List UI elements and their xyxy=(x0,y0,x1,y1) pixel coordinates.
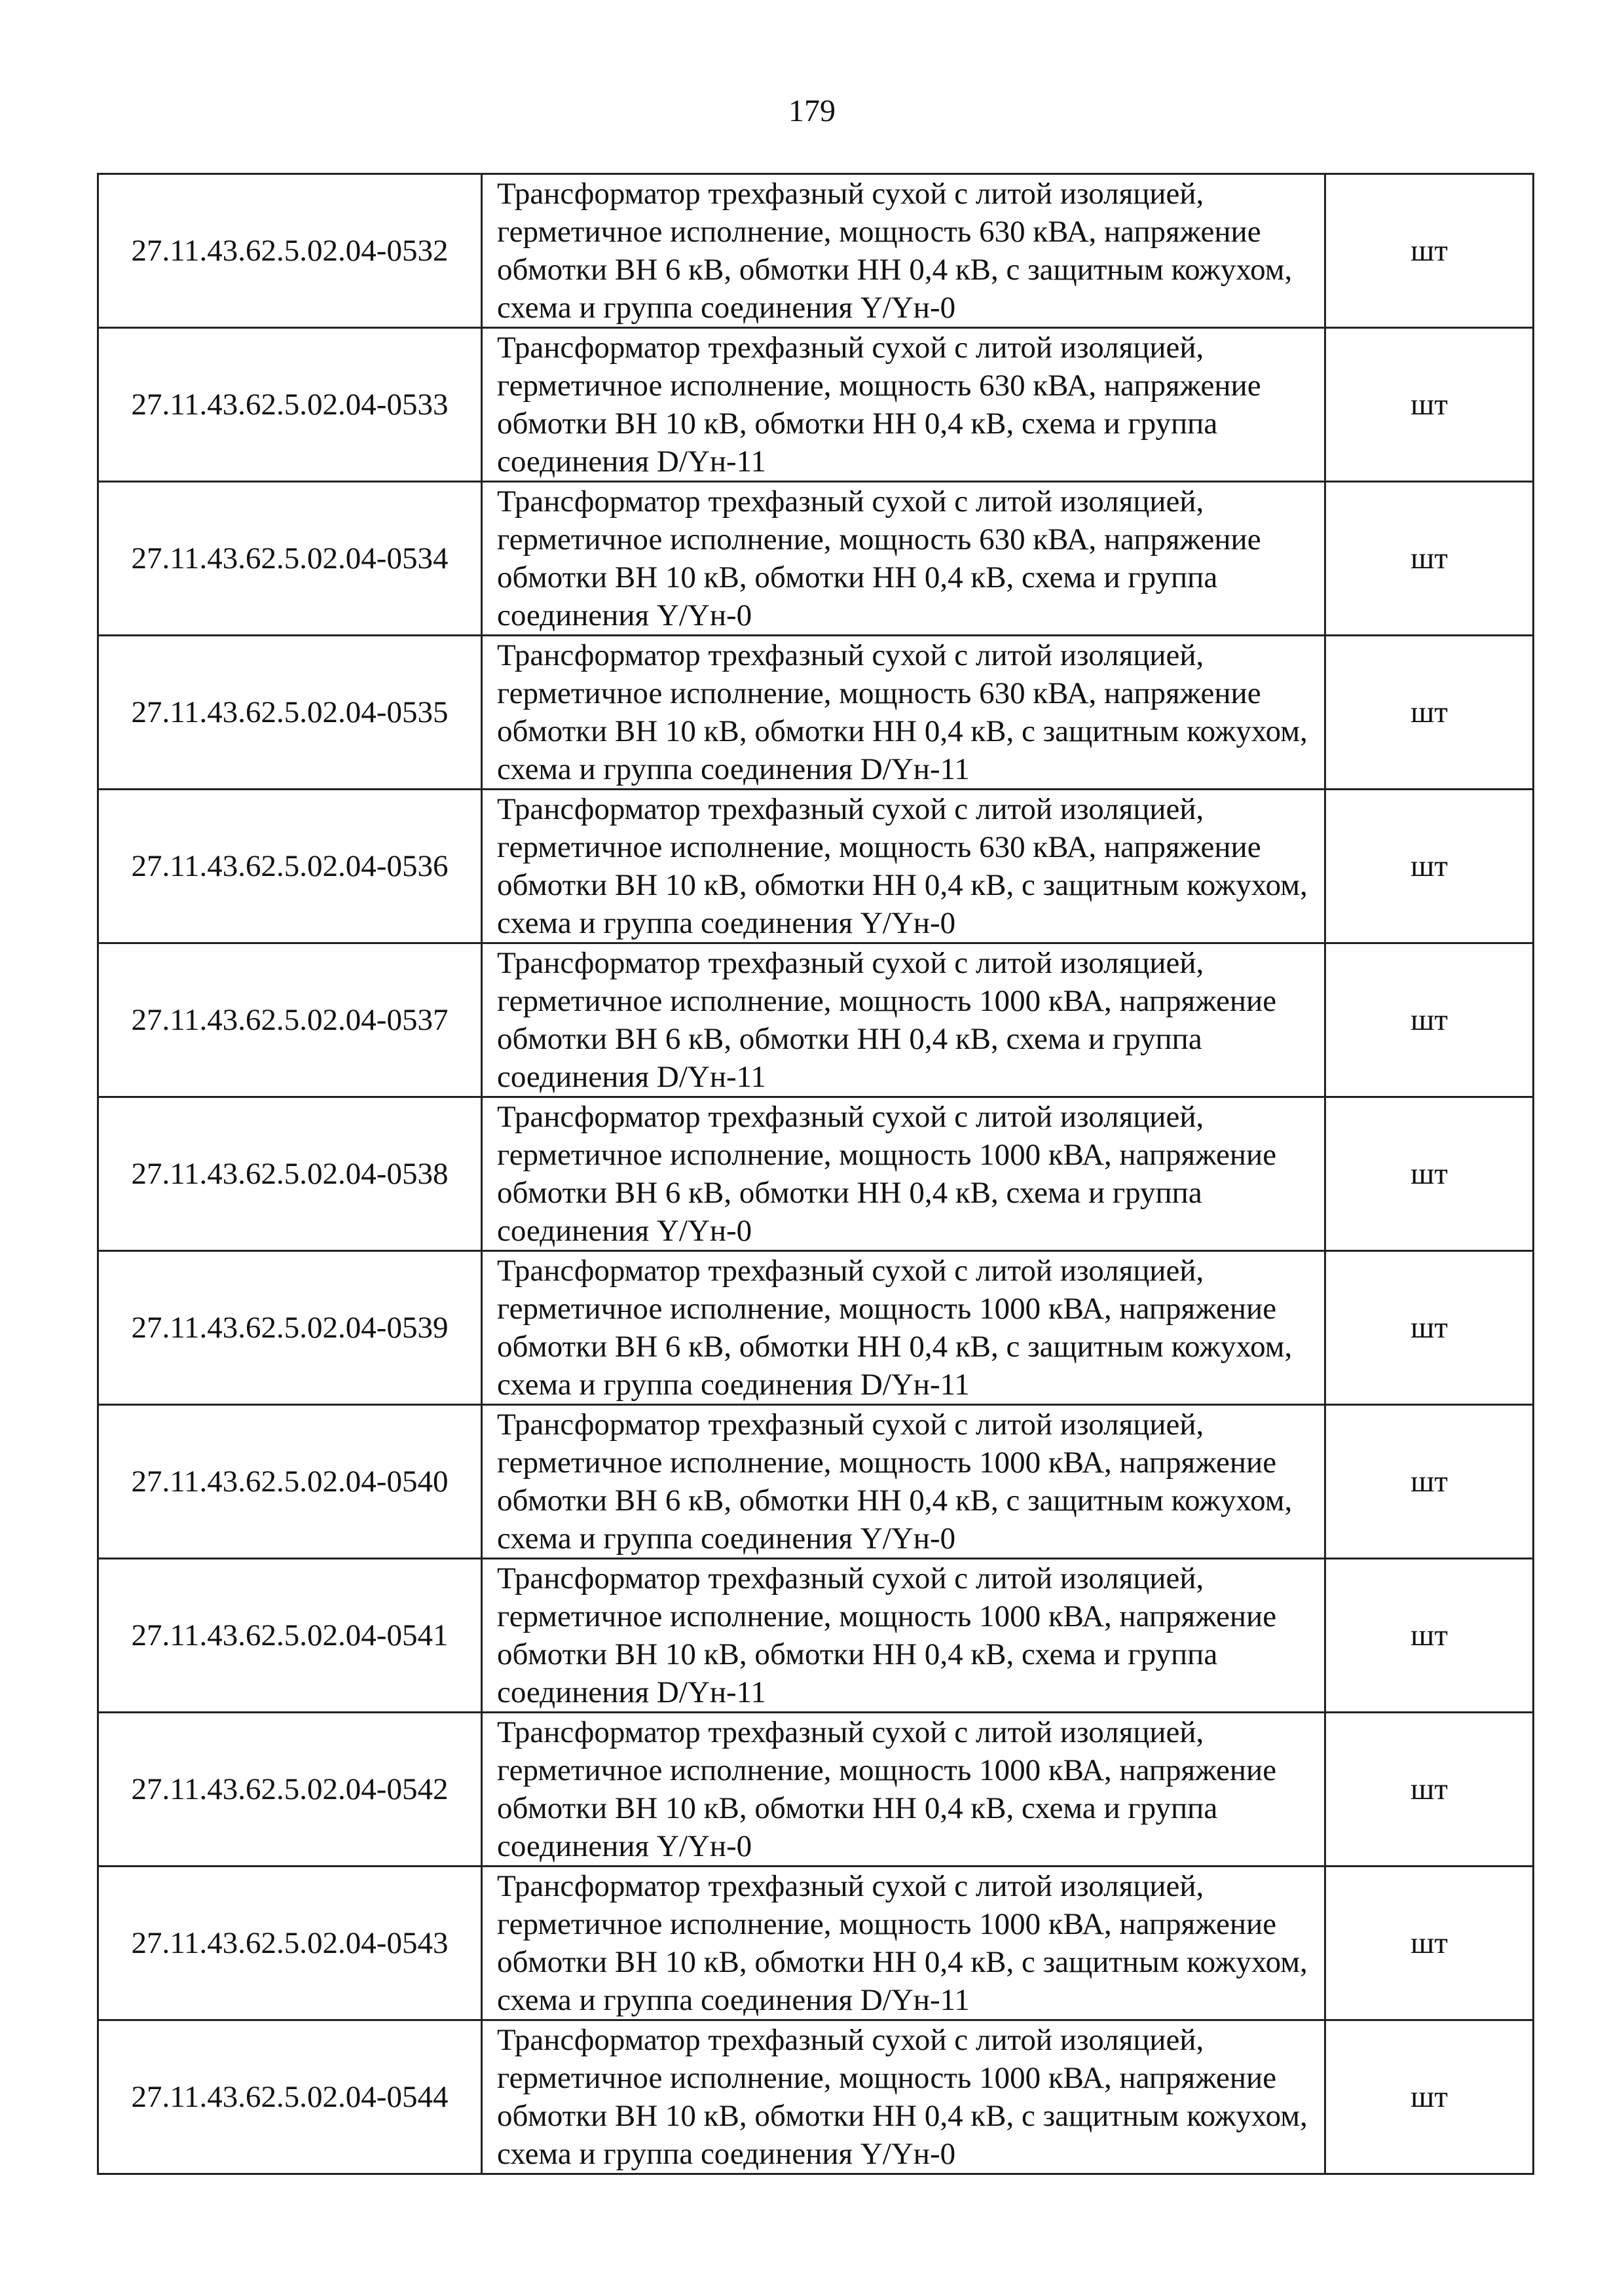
table-row xyxy=(98,636,1534,790)
resource-code: 27.11.43.62.5.02.04-0543 xyxy=(98,1867,482,2020)
unit-of-measure: шт xyxy=(1325,636,1534,790)
resource-description: Трансформатор трехфазный сухой с литой изоляцией, герметичное исполнение, мощность 630 кВА, напряжение обмотки ВН 10 кВ, обмотки НН 0,4 кВ, с защитным кожухом, схема и группа соединения Y/Yн-0 xyxy=(482,790,1325,943)
resource-description: Трансформатор трехфазный сухой с литой изоляцией, герметичное исполнение, мощность 1000 кВА, напряжение обмотки ВН 6 кВ, обмотки НН 0,4 кВ, с защитным кожухом, схема и группа соединения Y/Yн-0 xyxy=(482,1405,1325,1559)
resource-code: 27.11.43.62.5.02.04-0542 xyxy=(98,1713,482,1867)
resource-description: Трансформатор трехфазный сухой с литой изоляцией, герметичное исполнение, мощность 630 кВА, напряжение обмотки ВН 10 кВ, обмотки НН 0,4 кВ, с защитным кожухом, схема и группа соединения D/Yн-11 xyxy=(482,636,1325,790)
table-row xyxy=(98,1867,1534,2020)
unit-of-measure: шт xyxy=(1325,1097,1534,1251)
resource-description: Трансформатор трехфазный сухой с литой изоляцией, герметичное исполнение, мощность 630 кВА, напряжение обмотки ВН 10 кВ, обмотки НН 0,4 кВ, схема и группа соединения D/Yн-11 xyxy=(482,328,1325,482)
resource-code: 27.11.43.62.5.02.04-0538 xyxy=(98,1097,482,1251)
table-row xyxy=(98,1097,1534,1251)
unit-of-measure: шт xyxy=(1325,1251,1534,1405)
unit-of-measure: шт xyxy=(1325,943,1534,1097)
unit-of-measure: шт xyxy=(1325,1559,1534,1713)
resource-code: 27.11.43.62.5.02.04-0539 xyxy=(98,1251,482,1405)
resource-description: Трансформатор трехфазный сухой с литой изоляцией, герметичное исполнение, мощность 1000 кВА, напряжение обмотки ВН 6 кВ, обмотки НН 0,4 кВ, схема и группа соединения Y/Yн-0 xyxy=(482,1097,1325,1251)
unit-of-measure: шт xyxy=(1325,790,1534,943)
resource-description: Трансформатор трехфазный сухой с литой изоляцией, герметичное исполнение, мощность 1000 кВА, напряжение обмотки ВН 6 кВ, обмотки НН 0,4 кВ, с защитным кожухом, схема и группа соединения D/Yн-11 xyxy=(482,1251,1325,1405)
resource-code: 27.11.43.62.5.02.04-0533 xyxy=(98,328,482,482)
table-row xyxy=(98,790,1534,943)
table-row xyxy=(98,1251,1534,1405)
resource-description: Трансформатор трехфазный сухой с литой изоляцией, герметичное исполнение, мощность 1000 кВА, напряжение обмотки ВН 10 кВ, обмотки НН 0,4 кВ, схема и группа соединения Y/Yн-0 xyxy=(482,1713,1325,1867)
resource-description: Трансформатор трехфазный сухой с литой изоляцией, герметичное исполнение, мощность 1000 кВА, напряжение обмотки ВН 10 кВ, обмотки НН 0,4 кВ, с защитным кожухом, схема и группа соединения Y/Yн-0 xyxy=(482,2020,1325,2174)
unit-of-measure: шт xyxy=(1325,1867,1534,2020)
resource-table xyxy=(97,173,1534,2175)
resource-table-body xyxy=(98,174,1534,2174)
table-row xyxy=(98,328,1534,482)
resource-code: 27.11.43.62.5.02.04-0544 xyxy=(98,2020,482,2174)
resource-description: Трансформатор трехфазный сухой с литой изоляцией, герметичное исполнение, мощность 630 кВА, напряжение обмотки ВН 6 кВ, обмотки НН 0,4 кВ, с защитным кожухом, схема и группа соединения Y/Yн-0 xyxy=(482,174,1325,328)
resource-code: 27.11.43.62.5.02.04-0541 xyxy=(98,1559,482,1713)
unit-of-measure: шт xyxy=(1325,482,1534,636)
resource-description: Трансформатор трехфазный сухой с литой изоляцией, герметичное исполнение, мощность 1000 кВА, напряжение обмотки ВН 10 кВ, обмотки НН 0,4 кВ, с защитным кожухом, схема и группа соединения D/Yн-11 xyxy=(482,1867,1325,2020)
unit-of-measure: шт xyxy=(1325,1713,1534,1867)
resource-code: 27.11.43.62.5.02.04-0537 xyxy=(98,943,482,1097)
resource-code: 27.11.43.62.5.02.04-0532 xyxy=(98,174,482,328)
unit-of-measure: шт xyxy=(1325,2020,1534,2174)
unit-of-measure: шт xyxy=(1325,1405,1534,1559)
resource-description: Трансформатор трехфазный сухой с литой изоляцией, герметичное исполнение, мощность 1000 кВА, напряжение обмотки ВН 10 кВ, обмотки НН 0,4 кВ, схема и группа соединения D/Yн-11 xyxy=(482,1559,1325,1713)
table-row xyxy=(98,174,1534,328)
table-row xyxy=(98,1559,1534,1713)
resource-description: Трансформатор трехфазный сухой с литой изоляцией, герметичное исполнение, мощность 1000 кВА, напряжение обмотки ВН 6 кВ, обмотки НН 0,4 кВ, схема и группа соединения D/Yн-11 xyxy=(482,943,1325,1097)
resource-code: 27.11.43.62.5.02.04-0536 xyxy=(98,790,482,943)
table-row xyxy=(98,943,1534,1097)
table-row xyxy=(98,482,1534,636)
resource-code: 27.11.43.62.5.02.04-0540 xyxy=(98,1405,482,1559)
unit-of-measure: шт xyxy=(1325,174,1534,328)
unit-of-measure: шт xyxy=(1325,328,1534,482)
table-row xyxy=(98,2020,1534,2174)
table-row xyxy=(98,1713,1534,1867)
resource-code: 27.11.43.62.5.02.04-0534 xyxy=(98,482,482,636)
resource-code: 27.11.43.62.5.02.04-0535 xyxy=(98,636,482,790)
table-row xyxy=(98,1405,1534,1559)
page-number: 179 xyxy=(788,94,836,128)
resource-description: Трансформатор трехфазный сухой с литой изоляцией, герметичное исполнение, мощность 630 кВА, напряжение обмотки ВН 10 кВ, обмотки НН 0,4 кВ, схема и группа соединения Y/Yн-0 xyxy=(482,482,1325,636)
